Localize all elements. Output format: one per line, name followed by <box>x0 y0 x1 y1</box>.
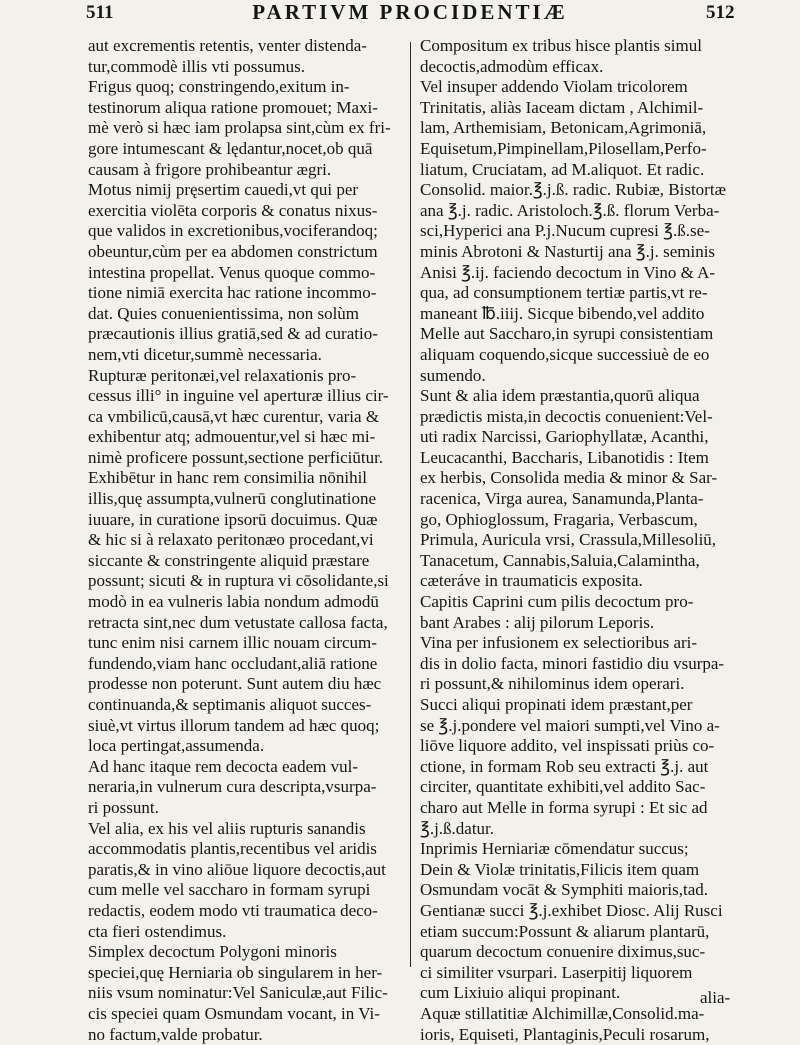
text-line: nimè proficere possunt,sectione perficiūtur. <box>88 448 404 469</box>
text-line: sumendo. <box>420 366 736 387</box>
text-line: speciei,quę Herniaria ob singularem in her- <box>88 963 404 984</box>
text-line: Trinitatis, aliàs Iaceam dictam , Alchimil- <box>420 98 736 119</box>
text-line: tur,commodè illis vti possumus. <box>88 57 404 78</box>
text-line: & hic si à relaxato peritonæo procedant,vi <box>88 530 404 551</box>
text-line: dat. Quies conuenientissima, non solùm <box>88 304 404 325</box>
text-line: Leucacanthi, Baccharis, Libanotidis : Item <box>420 448 736 469</box>
text-line: iuuare, in curatione ipsorū docuimus. Quæ <box>88 510 404 531</box>
text-line: Equisetum,Pimpinellam,Pilosellam,Perfo- <box>420 139 736 160</box>
running-title: PARTIVM PROCIDENTIÆ <box>140 0 680 25</box>
text-line: charo aut Melle in forma syrupi : Et sic ad <box>420 798 736 819</box>
text-line: ca vmbilicū,causā,vt hæc curentur, varia & <box>88 407 404 428</box>
text-line: redactis, eodem modo vti traumatica deco- <box>88 901 404 922</box>
text-line: no factum,valde probatur. <box>88 1025 404 1045</box>
text-line: gore intumescant & lędantur,nocet,ob quā <box>88 139 404 160</box>
text-line: Melle aut Saccharo,in syrupi consistentiam <box>420 324 736 345</box>
text-line: bant Arabes : alij pilorum Leporis. <box>420 613 736 634</box>
text-line: Frigus quoq; constringendo,exitum in- <box>88 77 404 98</box>
text-line: liōve liquore addito, vel inspissati priùs co- <box>420 736 736 757</box>
text-line: Vel alia, ex his vel aliis rupturis sanandis <box>88 819 404 840</box>
text-line: Inprimis Herniariæ cōmendatur succus; <box>420 839 736 860</box>
text-line: prædictis mista,in decoctis conuenient:Vel- <box>420 407 736 428</box>
text-line: ci similiter vsurpari. Laserpitij liquorem <box>420 963 736 984</box>
text-line: niis vsum nominatur:Vel Saniculæ,aut Filic- <box>88 983 404 1004</box>
text-line: dis in dolio facta, minori fastidio diu vsurpa- <box>420 654 736 675</box>
text-line: cæteráve in traumaticis exposita. <box>420 571 736 592</box>
text-line: mè verò si hæc iam prolapsa sint,cùm ex fri- <box>88 118 404 139</box>
text-line: etiam succum:Possunt & aliarum plantarū, <box>420 922 736 943</box>
text-line: testinorum aliqua ratione promouet; Maxi- <box>88 98 404 119</box>
text-line: racenica, Virga aurea, Sanamunda,Planta- <box>420 489 736 510</box>
text-line: Primula, Auricula vrsi, Crassula,Millesoliū, <box>420 530 736 551</box>
text-line: obeuntur,cùm per ea abdomen constrictum <box>88 242 404 263</box>
text-line: Vina per infusionem ex selectioribus ari- <box>420 633 736 654</box>
text-line: Rupturæ peritonæi,vel relaxationis pro- <box>88 366 404 387</box>
text-line: cum Lixiuio aliqui propinant. <box>420 983 736 1004</box>
text-line: circiter, quantitate exhibiti,vel addito Sac- <box>420 777 736 798</box>
text-line: Consolid. maior.℥.j.ß. radic. Rubiæ, Bistortæ <box>420 180 736 201</box>
text-line: Aquæ stillatitiæ Alchimillæ,Consolid.ma- <box>420 1004 736 1025</box>
text-line: siccante & constringente aliquid præstare <box>88 551 404 572</box>
left-text-column <box>88 36 404 1045</box>
text-line: neraria,in vulnerum cura descripta,vsurpa- <box>88 777 404 798</box>
text-line: illis,quę assumpta,vulnerū conglutinatione <box>88 489 404 510</box>
text-line: uti radix Narcissi, Gariophyllatæ, Acanthi, <box>420 427 736 448</box>
text-line: nem,vti dicetur,summè necessaria. <box>88 345 404 366</box>
text-line: Anisi ℥.ij. faciendo decoctum in Vino & A- <box>420 263 736 284</box>
text-line: maneant ℔.iiij. Sicque bibendo,vel addito <box>420 304 736 325</box>
text-line: Capitis Caprini cum pilis decoctum pro- <box>420 592 736 613</box>
text-line: ri possunt. <box>88 798 404 819</box>
text-line: prodesse non poterunt. Sunt autem diu hæc <box>88 674 404 695</box>
text-line: intestina propellat. Venus quoque commo- <box>88 263 404 284</box>
text-line: ℥.j.ß.datur. <box>420 819 736 840</box>
text-line: que validos in excretionibus,vociferandoq; <box>88 221 404 242</box>
text-line: ctione, in formam Rob seu extracti ℥.j. aut <box>420 757 736 778</box>
right-text-column <box>420 36 736 1045</box>
text-line: minis Abrotoni & Nasturtij ana ℥.j. seminis <box>420 242 736 263</box>
text-line: paratis,& in vino aliōue liquore decoctis,aut <box>88 860 404 881</box>
catchword: alia- <box>700 988 730 1008</box>
text-line: Motus nimij pręsertim cauedi,vt qui per <box>88 180 404 201</box>
column-divider <box>410 42 411 967</box>
page-number-right: 512 <box>706 2 735 24</box>
text-line: ioris, Equiseti, Plantaginis,Peculi rosarum, <box>420 1025 736 1045</box>
text-line: qua, ad consumptionem tertiæ partis,vt re- <box>420 283 736 304</box>
text-line: Vel insuper addendo Violam tricolorem <box>420 77 736 98</box>
text-line: se ℥.j.pondere vel maiori sumpti,vel Vino a- <box>420 716 736 737</box>
text-line: accommodatis plantis,recentibus vel aridis <box>88 839 404 860</box>
text-line: cessus illi° in inguine vel aperturæ illius cir- <box>88 386 404 407</box>
text-line: Exhibētur in hanc rem consimilia nōnihil <box>88 468 404 489</box>
text-line: sci,Hyperici ana P.j.Nucum cupresi ℥.ß.se- <box>420 221 736 242</box>
text-line: tunc enim nisi carnem illic nouam circum- <box>88 633 404 654</box>
text-line: exercitia violēta corporis & conatus nixus- <box>88 201 404 222</box>
text-line: Tanacetum, Cannabis,Saluia,Calamintha, <box>420 551 736 572</box>
text-line: quarum decoctum conuenire diximus,suc- <box>420 942 736 963</box>
text-line: exhibentur atq; admouentur,vel si hæc mi- <box>88 427 404 448</box>
text-line: Succi aliqui propinati idem præstant,per <box>420 695 736 716</box>
text-line: retracta sint,nec dum vetustate callosa facta, <box>88 613 404 634</box>
text-line: ri possunt,& nihilominus idem operari. <box>420 674 736 695</box>
page-number-left: 511 <box>86 2 113 24</box>
text-line: tione nimiā exercita hac ratione incommo- <box>88 283 404 304</box>
text-line: loca pertingat,assumenda. <box>88 736 404 757</box>
text-line: go, Ophioglossum, Fragaria, Verbascum, <box>420 510 736 531</box>
text-line: liatum, Cruciatam, ad M.aliquot. Et radic. <box>420 160 736 181</box>
text-line: continuanda,& septimanis aliquot succes- <box>88 695 404 716</box>
text-line: Sunt & alia idem præstantia,quorū aliqua <box>420 386 736 407</box>
text-line: possunt; sicuti & in ruptura vi cōsolidante,si <box>88 571 404 592</box>
text-line: siuè,vt virtus illorum tandem ad hæc quoq; <box>88 716 404 737</box>
text-line: ex herbis, Consolida media & minor & Sar- <box>420 468 736 489</box>
text-line: ana ℥.j. radic. Aristoloch.℥.ß. florum Verba- <box>420 201 736 222</box>
text-line: cta fieri ostendimus. <box>88 922 404 943</box>
text-line: decoctis,admodùm efficax. <box>420 57 736 78</box>
text-line: cis speciei quam Osmundam vocant, in Vi- <box>88 1004 404 1025</box>
text-line: præcautionis illius gratiā,sed & ad curatio- <box>88 324 404 345</box>
text-line: aliquam coquendo,sicque successiuè de eo <box>420 345 736 366</box>
text-line: modò in ea vulneris labia nondum admodū <box>88 592 404 613</box>
text-line: aut excrementis retentis, venter distenda- <box>88 36 404 57</box>
text-line: lam, Arthemisiam, Betonicam,Agrimoniā, <box>420 118 736 139</box>
text-line: Simplex decoctum Polygoni minoris <box>88 942 404 963</box>
text-line: Dein & Violæ trinitatis,Filicis item quam <box>420 860 736 881</box>
text-line: Ad hanc itaque rem decocta eadem vul- <box>88 757 404 778</box>
text-line: causam à frigore prohibeantur ægri. <box>88 160 404 181</box>
text-line: cum melle vel saccharo in formam syrupi <box>88 880 404 901</box>
text-line: Compositum ex tribus hisce plantis simul <box>420 36 736 57</box>
text-line: Osmundam vocāt & Symphiti maioris,tad. <box>420 880 736 901</box>
text-line: Gentianæ succi ℥.j.exhibet Diosc. Alij Rusci <box>420 901 736 922</box>
text-line: fundendo,viam hanc occludant,aliā ratione <box>88 654 404 675</box>
